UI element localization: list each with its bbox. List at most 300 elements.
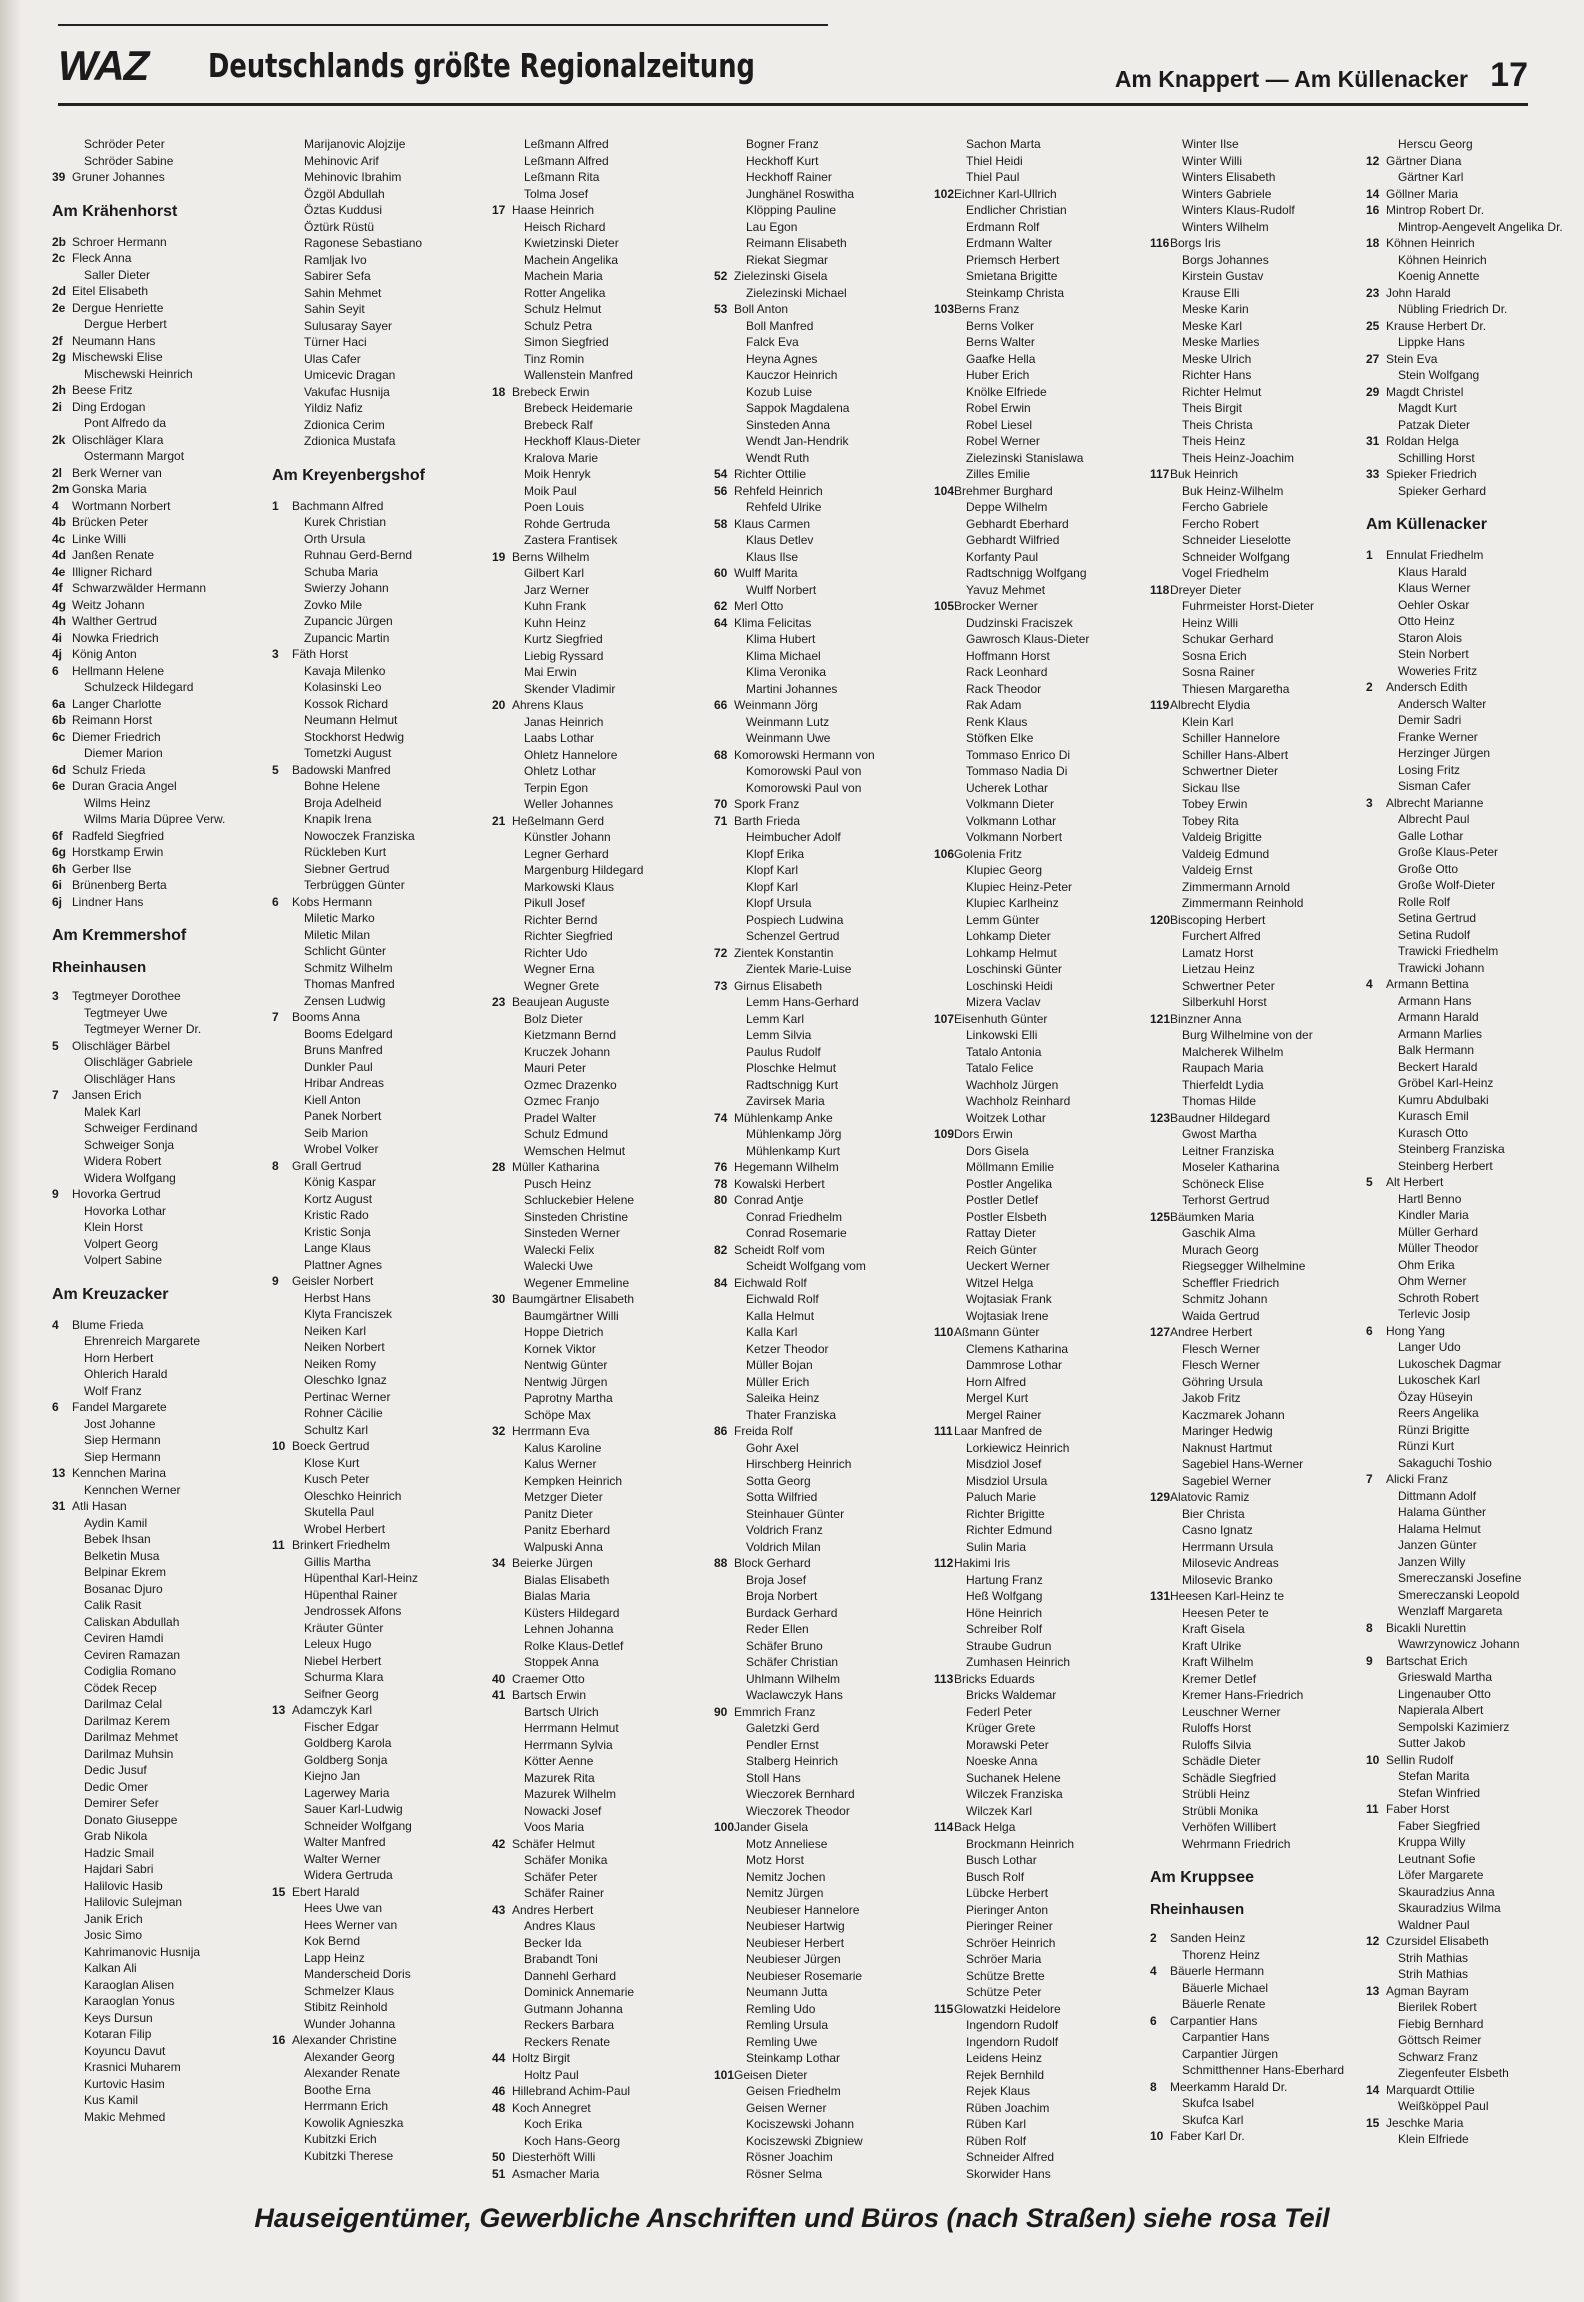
resident-entry [714,1704,930,1721]
resident-name: Hartl Benno [1398,1191,1462,1206]
resident-name: Hellmann Helene [72,663,165,678]
resident-entry [492,384,710,401]
resident-name: Sabirer Sefa [304,269,371,283]
resident-entry [714,1935,930,1952]
resident-entry [492,1225,710,1242]
resident-entry [52,481,268,498]
resident-entry [52,1746,268,1763]
resident-entry [1366,679,1546,696]
resident-entry [1150,1737,1362,1754]
resident-name: Pont Alfredo da [84,416,167,430]
resident-entry [272,1851,488,1868]
resident-entry [934,1258,1146,1275]
resident-entry [52,465,268,482]
resident-name: Atli Hasan [72,1499,127,1513]
house-number: 4e [52,564,66,579]
resident-entry [1150,1572,1362,1589]
resident-entry [52,498,268,515]
resident-name: Postler Detlef [966,1193,1039,1207]
resident-entry [52,136,268,153]
resident-name: Kusch Peter [304,1472,370,1486]
resident-name: Kraft Wilhelm [1182,1655,1254,1669]
resident-name: Dammrose Lothar [966,1358,1063,1372]
resident-name: Leßmann Alfred [524,137,609,151]
resident-entry [52,1977,268,1994]
house-number: 62 [714,599,728,613]
resident-name: Burg Wilhelmine von der [1182,1028,1313,1042]
house-number: 34 [492,1556,506,1570]
resident-entry [1150,945,1362,962]
resident-entry [1366,1224,1546,1241]
resident-entry [272,514,488,531]
resident-entry [492,1836,710,1853]
resident-name: Brabandt Toni [524,1952,598,1966]
resident-entry [272,927,488,944]
resident-name: Yavuz Mehmet [966,582,1046,597]
house-number: 2k [52,432,66,447]
resident-name: Bogner Franz [746,137,819,151]
resident-entry [1366,1966,1546,1983]
resident-name: Winters Klaus-Rudolf [1182,203,1295,217]
resident-name: Radfeld Siegfried [72,828,165,843]
resident-name: Roldan Helga [1386,434,1459,448]
house-number: 18 [492,384,506,399]
house-number: 1 [272,498,279,513]
resident-entry [492,2034,710,2051]
resident-entry [714,1110,930,1127]
resident-entry [492,648,710,665]
resident-name: Wieczorek Theodor [746,1803,850,1818]
resident-name: Kavaja Milenko [304,663,386,678]
resident-name: Baumgärtner Elisabeth [512,1292,635,1306]
resident-entry [272,1917,488,1934]
resident-name: Klopf Erika [746,846,805,861]
resident-name: Olischläger Gabriele [84,1055,193,1069]
resident-name: Remling Uwe [746,2034,818,2049]
resident-name: Koch Erika [524,2117,583,2131]
resident-entry [1366,993,1546,1010]
resident-entry [714,1836,930,1853]
resident-name: Boll Manfred [746,318,814,333]
resident-entry [492,2166,710,2183]
resident-entry [1366,285,1546,302]
resident-entry [714,1341,930,1358]
page-number: 17 [1490,56,1528,94]
resident-name: Steinberg Herbert [1398,1158,1493,1173]
resident-entry [1150,384,1362,401]
resident-name: Wegener Emmeline [524,1275,630,1290]
resident-name: Schöpe Max [524,1407,591,1422]
resident-name: Mischewski Elise [72,350,163,364]
resident-name: Winters Elisabeth [1182,170,1276,184]
resident-name: Alexander Christine [292,2033,397,2047]
resident-entry [272,1521,488,1538]
resident-entry [1366,762,1546,779]
resident-name: Diesterhöft Willi [512,2150,596,2164]
resident-entry [1366,828,1546,845]
resident-name: Dedic Jusuf [84,1763,147,1777]
directory-column [1366,136,1563,2148]
resident-entry [52,2043,268,2060]
resident-entry [52,1581,268,1598]
house-number: 11 [272,1538,285,1552]
resident-name: Wieczorek Bernhard [746,1787,855,1801]
resident-entry [714,252,930,269]
resident-name: Strübli Heinz [1182,1787,1251,1801]
resident-entry [1150,1357,1362,1374]
resident-entry [714,2149,930,2166]
house-number: 9 [52,1187,59,1201]
resident-name: Kindler Maria [1398,1208,1469,1222]
resident-name: Herscu Georg [1398,137,1473,151]
resident-entry [714,1440,930,1457]
resident-entry [934,318,1146,335]
house-number: 51 [492,2166,506,2181]
resident-name: Rösner Joachim [746,2150,833,2164]
resident-name: Zientek Marie-Luise [746,962,852,976]
resident-name: Ohm Erika [1398,1257,1455,1272]
resident-name: Federl Peter [966,1704,1033,1719]
house-number: 3 [1366,795,1373,810]
resident-name: Borgs Iris [1170,236,1221,250]
resident-name: Neiken Norbert [304,1340,385,1354]
resident-entry [1366,1257,1546,1274]
resident-name: Eichwald Rolf [746,1292,819,1306]
resident-entry [492,1671,710,1688]
resident-entry [492,879,710,896]
resident-entry [272,202,488,219]
resident-name: Brebeck Heidemarie [524,401,633,415]
resident-entry [492,615,710,632]
house-number: 4 [52,498,59,513]
resident-name: Conrad Friedhelm [746,1209,843,1224]
resident-name: Schwarzwälder Hermann [72,581,207,595]
resident-entry [934,1522,1146,1539]
resident-entry [1366,433,1546,450]
resident-name: Walecki Uwe [524,1259,593,1273]
directory-column [1150,136,1362,2145]
resident-entry [492,367,710,384]
resident-name: Janzen Günter [1398,1538,1477,1552]
resident-name: Rejek Klaus [966,2084,1031,2098]
resident-entry [272,844,488,861]
resident-name: Mergel Rainer [966,1407,1042,1422]
resident-entry [1150,1060,1362,1077]
resident-entry [1150,1638,1362,1655]
resident-name: Schiller Hannelore [1182,731,1281,745]
resident-entry [52,1170,268,1187]
resident-name: Leleux Hugo [304,1637,372,1651]
resident-entry [934,664,1146,681]
resident-name: Komorowski Paul von [746,780,862,795]
resident-name: Wilms Heinz [84,795,151,810]
resident-entry [492,2133,710,2150]
resident-entry [272,1950,488,1967]
resident-name: Brücken Peter [72,515,149,529]
resident-name: Spieker Friedrich [1386,467,1477,481]
resident-name: Walecki Felix [524,1242,595,1257]
resident-entry [1366,712,1546,729]
resident-entry [714,1093,930,1110]
resident-name: Berk Werner van [72,465,162,480]
resident-name: Armann Marlies [1398,1026,1483,1041]
resident-name: Faber Horst [1386,1802,1450,1816]
resident-entry [1366,1042,1546,1059]
resident-entry [492,829,710,846]
resident-entry [1366,1339,1546,1356]
resident-name: Woweries Fritz [1398,663,1478,678]
resident-name: Kalkan Ali [84,1961,137,1975]
resident-name: Skauradzius Wilma [1398,1901,1501,1915]
house-number: 4i [52,630,63,645]
resident-entry [272,1389,488,1406]
resident-name: Fäth Horst [292,647,349,661]
resident-entry [934,1984,1146,2001]
directory-column [934,136,1146,2182]
house-number: 18 [1366,236,1380,250]
resident-name: Klein Horst [84,1220,143,1234]
resident-entry [492,714,710,731]
resident-name: Paprotny Martha [524,1391,613,1405]
resident-name: Höne Heinrich [966,1605,1043,1620]
resident-entry [272,910,488,927]
resident-entry [714,2166,930,2183]
resident-name: Wrobel Volker [304,1142,379,1156]
resident-name: Remling Udo [746,2001,816,2016]
resident-name: Koch Annegret [512,2100,591,2115]
resident-entry [714,1638,930,1655]
resident-name: Schenzel Gertrud [746,929,840,943]
resident-entry [934,2017,1146,2034]
resident-name: Binzner Anna [1170,1011,1242,1026]
resident-entry [934,252,1146,269]
resident-entry [1150,780,1362,797]
house-number: 12 [1366,1934,1380,1948]
resident-entry [1366,1521,1546,1538]
resident-entry [492,1539,710,1556]
resident-entry [492,1473,710,1490]
resident-entry [492,1638,710,1655]
resident-entry [1150,1011,1362,1028]
resident-name: Strübli Monika [1182,1803,1259,1818]
resident-name: Moseler Katharina [1182,1160,1280,1174]
resident-name: Falck Eva [746,335,799,349]
resident-entry [1150,1836,1362,1853]
resident-name: Dreyer Dieter [1170,582,1242,597]
resident-name: Klaus Harald [1398,564,1467,579]
resident-entry [714,2100,930,2117]
resident-entry [1366,1438,1546,1455]
resident-name: Magdt Christel [1386,384,1464,399]
house-number: 31 [1366,434,1380,448]
resident-name: Sakaguchi Toshio [1398,1455,1492,1470]
resident-name: Brebeck Ralf [524,417,593,432]
resident-name: Bohne Helene [304,779,381,793]
resident-entry [714,796,930,813]
resident-name: Janik Erich [84,1911,143,1926]
resident-name: Heinz Willi [1182,615,1239,630]
resident-name: Skutella Paul [304,1505,375,1519]
resident-name: Wenzlaff Margareta [1398,1604,1503,1618]
resident-entry [714,582,930,599]
resident-name: Zientek Konstantin [734,945,834,960]
resident-name: Rüben Rolf [966,2133,1027,2148]
resident-entry [714,136,930,153]
resident-name: Gohr Axel [746,1440,799,1455]
house-number: 6h [52,861,67,876]
resident-name: Block Gerhard [734,1556,811,1570]
resident-entry [52,564,268,581]
resident-entry [52,1894,268,1911]
resident-name: Orth Ursula [304,531,366,546]
running-head: Am Knappert — Am Küllenacker [1114,66,1468,92]
resident-name: Murach Georg [1182,1242,1259,1257]
resident-entry [1366,384,1546,401]
resident-entry [1150,1671,1362,1688]
resident-name: Raupach Maria [1182,1061,1264,1075]
resident-entry [492,1242,710,1259]
resident-name: Demir Sadri [1398,713,1462,727]
resident-entry [1366,1999,1546,2016]
resident-entry [1366,729,1546,746]
resident-name: Steinhauer Günter [746,1506,845,1521]
resident-entry [52,382,268,399]
resident-entry [714,1555,930,1572]
resident-name: Gawrosch Klaus-Dieter [966,632,1090,646]
resident-entry [52,1647,268,1664]
resident-entry [934,598,1146,615]
resident-name: Wojtasiak Irene [966,1308,1049,1323]
resident-name: Tolma Josef [524,186,589,201]
resident-name: Zielezinski Stanislawa [966,450,1084,465]
resident-entry [714,1258,930,1275]
resident-entry [934,1440,1146,1457]
resident-entry [934,400,1146,417]
resident-entry [272,2148,488,2165]
resident-entry [1150,1720,1362,1737]
resident-name: Mühlenkamp Jörg [746,1127,842,1141]
resident-name: Mai Erwin [524,665,577,679]
resident-entry [934,1753,1146,1770]
resident-name: Witzel Helga [966,1275,1034,1290]
resident-name: Schulz Edmund [524,1127,609,1141]
resident-name: Sinsteden Christine [524,1209,629,1224]
resident-entry [492,1935,710,1952]
house-number: 17 [492,203,506,217]
resident-entry [934,1720,1146,1737]
resident-entry [934,796,1146,813]
house-number: 2f [52,333,63,348]
resident-entry [934,895,1146,912]
resident-name: Halama Helmut [1398,1521,1481,1536]
resident-name: Müller Katharina [512,1160,600,1174]
resident-entry [1366,960,1546,977]
resident-name: Reder Ellen [746,1622,809,1636]
resident-entry [492,268,710,285]
resident-entry [52,729,268,746]
resident-entry [492,301,710,318]
resident-entry [714,1539,930,1556]
resident-entry [272,1174,488,1191]
resident-name: Seib Marion [304,1125,369,1140]
resident-entry [934,1671,1146,1688]
resident-name: Armann Bettina [1386,977,1469,991]
resident-entry [714,1572,930,1589]
resident-entry [492,450,710,467]
house-number: 2m [52,482,70,496]
resident-entry [492,681,710,698]
resident-entry [272,1356,488,1373]
resident-name: Girnus Elisabeth [734,978,823,993]
resident-entry [714,1902,930,1919]
resident-entry [52,1944,268,1961]
resident-name: Klima Michael [746,648,821,663]
resident-name: Valdeig Edmund [1182,846,1270,861]
resident-entry [272,1719,488,1736]
resident-entry [714,334,930,351]
house-number: 6d [52,762,67,777]
resident-name: Conrad Rosemarie [746,1226,847,1240]
resident-name: Müller Theodor [1398,1241,1479,1255]
top-rule [58,24,828,26]
house-number: 9 [272,1274,279,1288]
resident-entry [272,1042,488,1059]
resident-entry [52,1515,268,1532]
resident-entry [934,1836,1146,1853]
resident-name: Bosanac Djuro [84,1581,163,1596]
resident-name: Flesch Werner [1182,1358,1260,1372]
resident-entry [714,1984,930,2001]
resident-name: Geisen Friedhelm [746,2084,841,2098]
resident-entry [1366,778,1546,795]
resident-entry [1366,318,1546,335]
resident-entry [272,811,488,828]
resident-name: Tegtmeyer Dorothee [72,989,181,1003]
resident-name: Göttsch Reimer [1398,2033,1482,2047]
resident-name: Thiel Heidi [966,153,1023,168]
resident-name: Tommaso Enrico Di [966,747,1071,762]
house-number: 46 [492,2084,506,2098]
resident-entry [714,1308,930,1325]
footer-note: Hauseigentümer, Gewerbliche Anschriften und Büros (nach Straßen) siehe rosa Teil [254,2203,1330,2233]
resident-name: Hribar Andreas [304,1076,385,1090]
house-number: 6c [52,729,66,744]
resident-entry [272,219,488,236]
resident-entry [1366,334,1546,351]
resident-entry [492,664,710,681]
resident-entry [1150,1143,1362,1160]
resident-entry [714,565,930,582]
resident-entry [492,532,710,549]
resident-entry [272,1405,488,1422]
resident-name: Dors Erwin [954,1127,1013,1141]
resident-entry [272,1306,488,1323]
resident-entry [52,531,268,548]
resident-name: Klaus Detlev [746,533,814,547]
resident-name: Schiller Hans-Albert [1182,747,1289,762]
resident-entry [1150,1996,1362,2013]
resident-name: Wendt Ruth [746,450,810,465]
house-number: 14 [1366,186,1380,201]
resident-name: Dedic Omer [84,1779,149,1794]
resident-entry [52,1564,268,1581]
resident-name: Klaus Ilse [746,549,799,564]
resident-name: Kus Kamil [84,2093,139,2107]
resident-name: Hirschberg Heinrich [746,1457,852,1471]
resident-entry [934,2100,1146,2117]
resident-entry [714,400,930,417]
resident-entry [934,1968,1146,1985]
